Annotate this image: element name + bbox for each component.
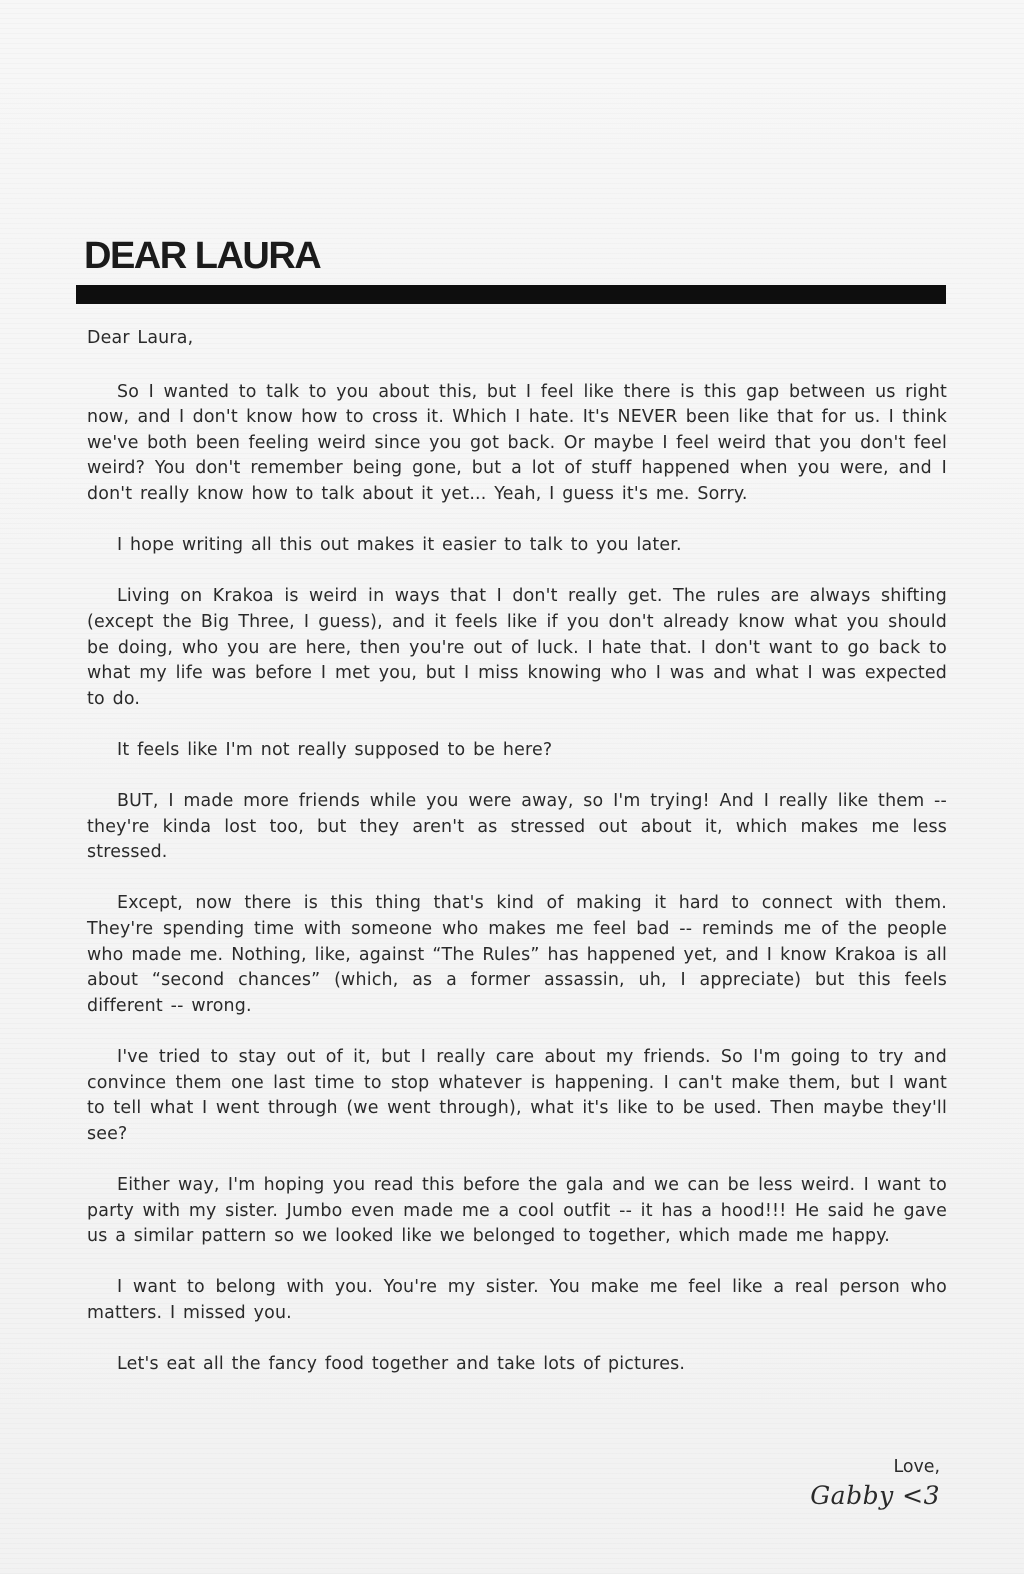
letter-signoff: [810, 1454, 940, 1512]
letter-paragraph: It feels like I'm not really supposed to be here?: [117, 739, 553, 760]
letter-paragraph: I've tried to stay out of it, but I really care about my friends. So I'm going to try and convince them one last time to stop whatever is happening. I can't make them, but I want to tell what I went through (we went through), what it's like to be used. Then maybe they'll see?: [87, 1047, 947, 1144]
letter-paragraph: Let's eat all the fancy food together and take lots of pictures.: [117, 1354, 686, 1375]
letter-body: [87, 322, 947, 1378]
title-divider-bar: [76, 285, 946, 304]
letter-paragraph: So I wanted to talk to you about this, but I feel like there is this gap between us right now, and I don't know how to cross it. Which I hate. It's NEVER been like that for us. I think we've both been feeling weird since you got back. Or maybe I feel weird that you don't feel weird? You don't remember being gone, but a lot of stuff happened when you were, and I don't really know how to talk about it yet... Yeah, I guess it's me. Sorry.: [87, 381, 947, 504]
letter-paragraph: I want to belong with you. You're my sister. You make me feel like a real person who matters. I missed you.: [87, 1277, 947, 1323]
letter-salutation: Dear Laura,: [87, 328, 194, 348]
letter-paragraph: I hope writing all this out makes it easier to talk to you later.: [117, 535, 682, 556]
letter-paragraph: Either way, I'm hoping you read this before the gala and we can be less weird. I want to party with my sister. Jumbo even made me a cool outfit -- it has a hood!!! He said he gave us a similar pattern so we looked like we belonged to together, which made me happy.: [87, 1175, 947, 1247]
letter-paragraph: Living on Krakoa is weird in ways that I don't really get. The rules are always shifting (except the Big Three, I guess), and it feels like if you don't already know what you should be doing, who you are here, then you're out of luck. I hate that. I don't want to go back to what my life was before I met you, but I miss knowing who I was and what I was expected to do.: [87, 586, 947, 709]
letter-closing: Love,: [893, 1457, 940, 1477]
letter-signature: Gabby <3: [810, 1481, 940, 1510]
page-title: DEAR LAURA: [84, 235, 321, 277]
letter-paragraph: Except, now there is this thing that's kind of making it hard to connect with them. They're spending time with someone who makes me feel bad -- reminds me of the people who made me. Nothing, like, against “The Rules” has happened yet, and I know Krakoa is all about “second chances” (which, as a former assassin, uh, I appreciate) but this feels different -- wrong.: [87, 893, 947, 1016]
letter-paragraph: BUT, I made more friends while you were away, so I'm trying! And I really like them -- they're kinda lost too, but they aren't as stressed out about it, which makes me less stressed.: [87, 791, 947, 863]
